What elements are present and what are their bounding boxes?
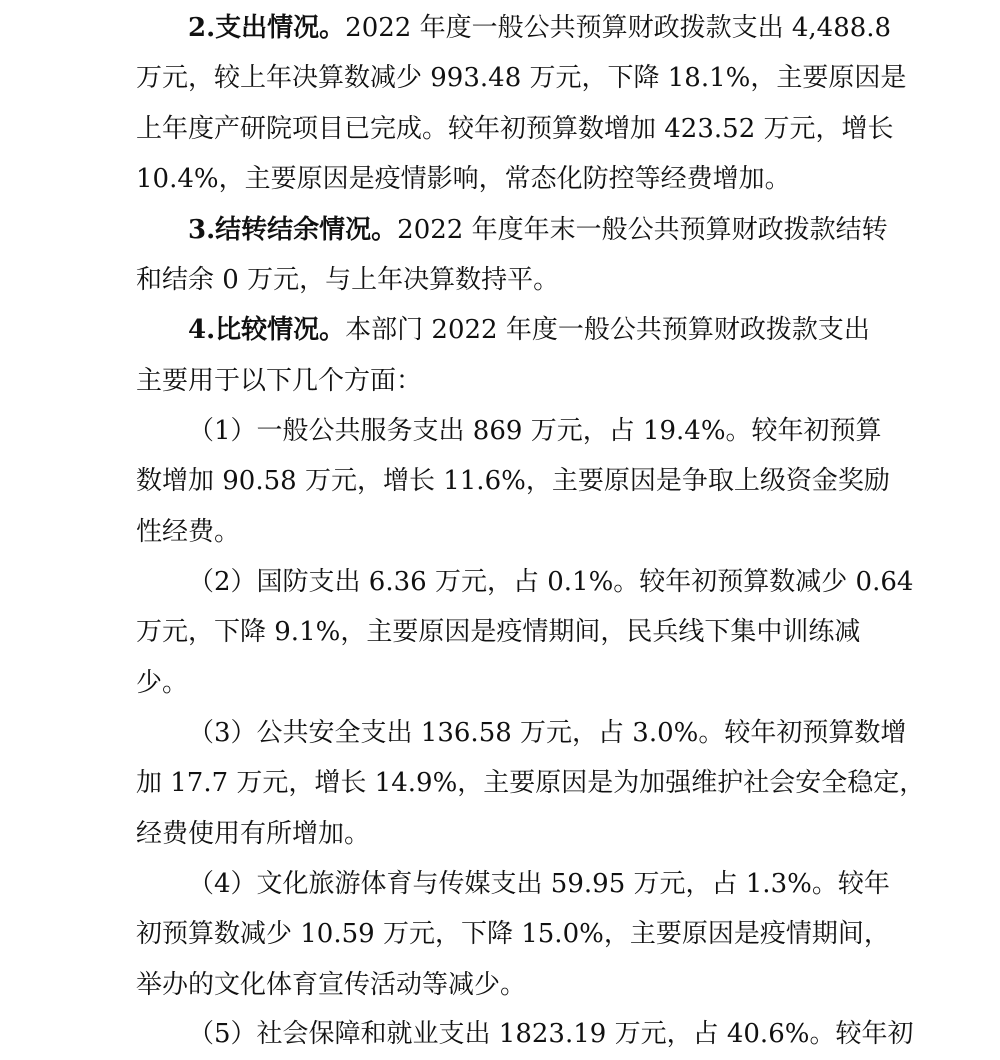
section-4-text: 本部门 2022 年度一般公共预算财政拨款支出 <box>345 315 870 345</box>
section-3-line-1 <box>188 205 888 255</box>
item-3-line-1: （3）公共安全支出 136.58 万元，占 3.0%。较年初预算数增 <box>188 718 907 748</box>
item-1-line-1: （1）一般公共服务支出 869 万元，占 19.4%。较年初预算 <box>188 416 882 446</box>
section-2-line-2: 万元，较上年决算数减少 993.48 万元，下降 18.1%，主要原因是 <box>136 63 907 93</box>
section-4-heading: 4.比较情况。 <box>188 315 346 345</box>
item-2-line-3: 少。 <box>136 668 189 698</box>
item-2-line-1: （2）国防支出 6.36 万元，占 0.1%。较年初预算数减少 0.64 <box>188 567 914 597</box>
section-4-line-2: 主要用于以下几个方面： <box>136 366 423 396</box>
item-1-line-2: 数增加 90.58 万元，增长 11.6%，主要原因是争取上级资金奖励 <box>136 466 890 496</box>
section-2-line-3: 上年度产研院项目已完成。较年初预算数增加 423.52 万元，增长 <box>136 114 894 144</box>
section-3-text: 2022 年度年末一般公共预算财政拨款结转 <box>397 215 888 245</box>
item-4-line-2: 初预算数减少 10.59 万元，下降 15.0%，主要原因是疫情期间， <box>136 919 890 949</box>
section-2-line-1 <box>188 3 892 53</box>
item-4-line-1: （4）文化旅游体育与传媒支出 59.95 万元，占 1.3%。较年 <box>188 869 890 899</box>
section-2-heading: 2.支出情况。 <box>188 13 346 43</box>
item-1-line-3: 性经费。 <box>136 517 241 547</box>
section-4-line-1 <box>188 305 888 355</box>
section-2-line-4: 10.4%，主要原因是疫情影响，常态化防控等经费增加。 <box>136 164 791 194</box>
item-3-line-3: 经费使用有所增加。 <box>136 819 371 849</box>
item-4-line-3: 举办的文化体育宣传活动等减少。 <box>136 970 527 1000</box>
section-2-text: 2022 年度一般公共预算财政拨款支出 4,488.8 <box>345 13 892 43</box>
item-5-line-1: （5）社会保障和就业支出 1823.19 万元，占 40.6%。较年初 <box>188 1019 914 1049</box>
item-2-line-2: 万元，下降 9.1%，主要原因是疫情期间，民兵线下集中训练减 <box>136 617 861 647</box>
section-3-heading: 3.结转结余情况。 <box>188 215 398 245</box>
item-3-line-2: 加 17.7 万元，增长 14.9%，主要原因是为加强维护社会安全稳定， <box>136 768 926 798</box>
section-3-line-2: 和结余 0 万元，与上年决算数持平。 <box>136 265 560 295</box>
